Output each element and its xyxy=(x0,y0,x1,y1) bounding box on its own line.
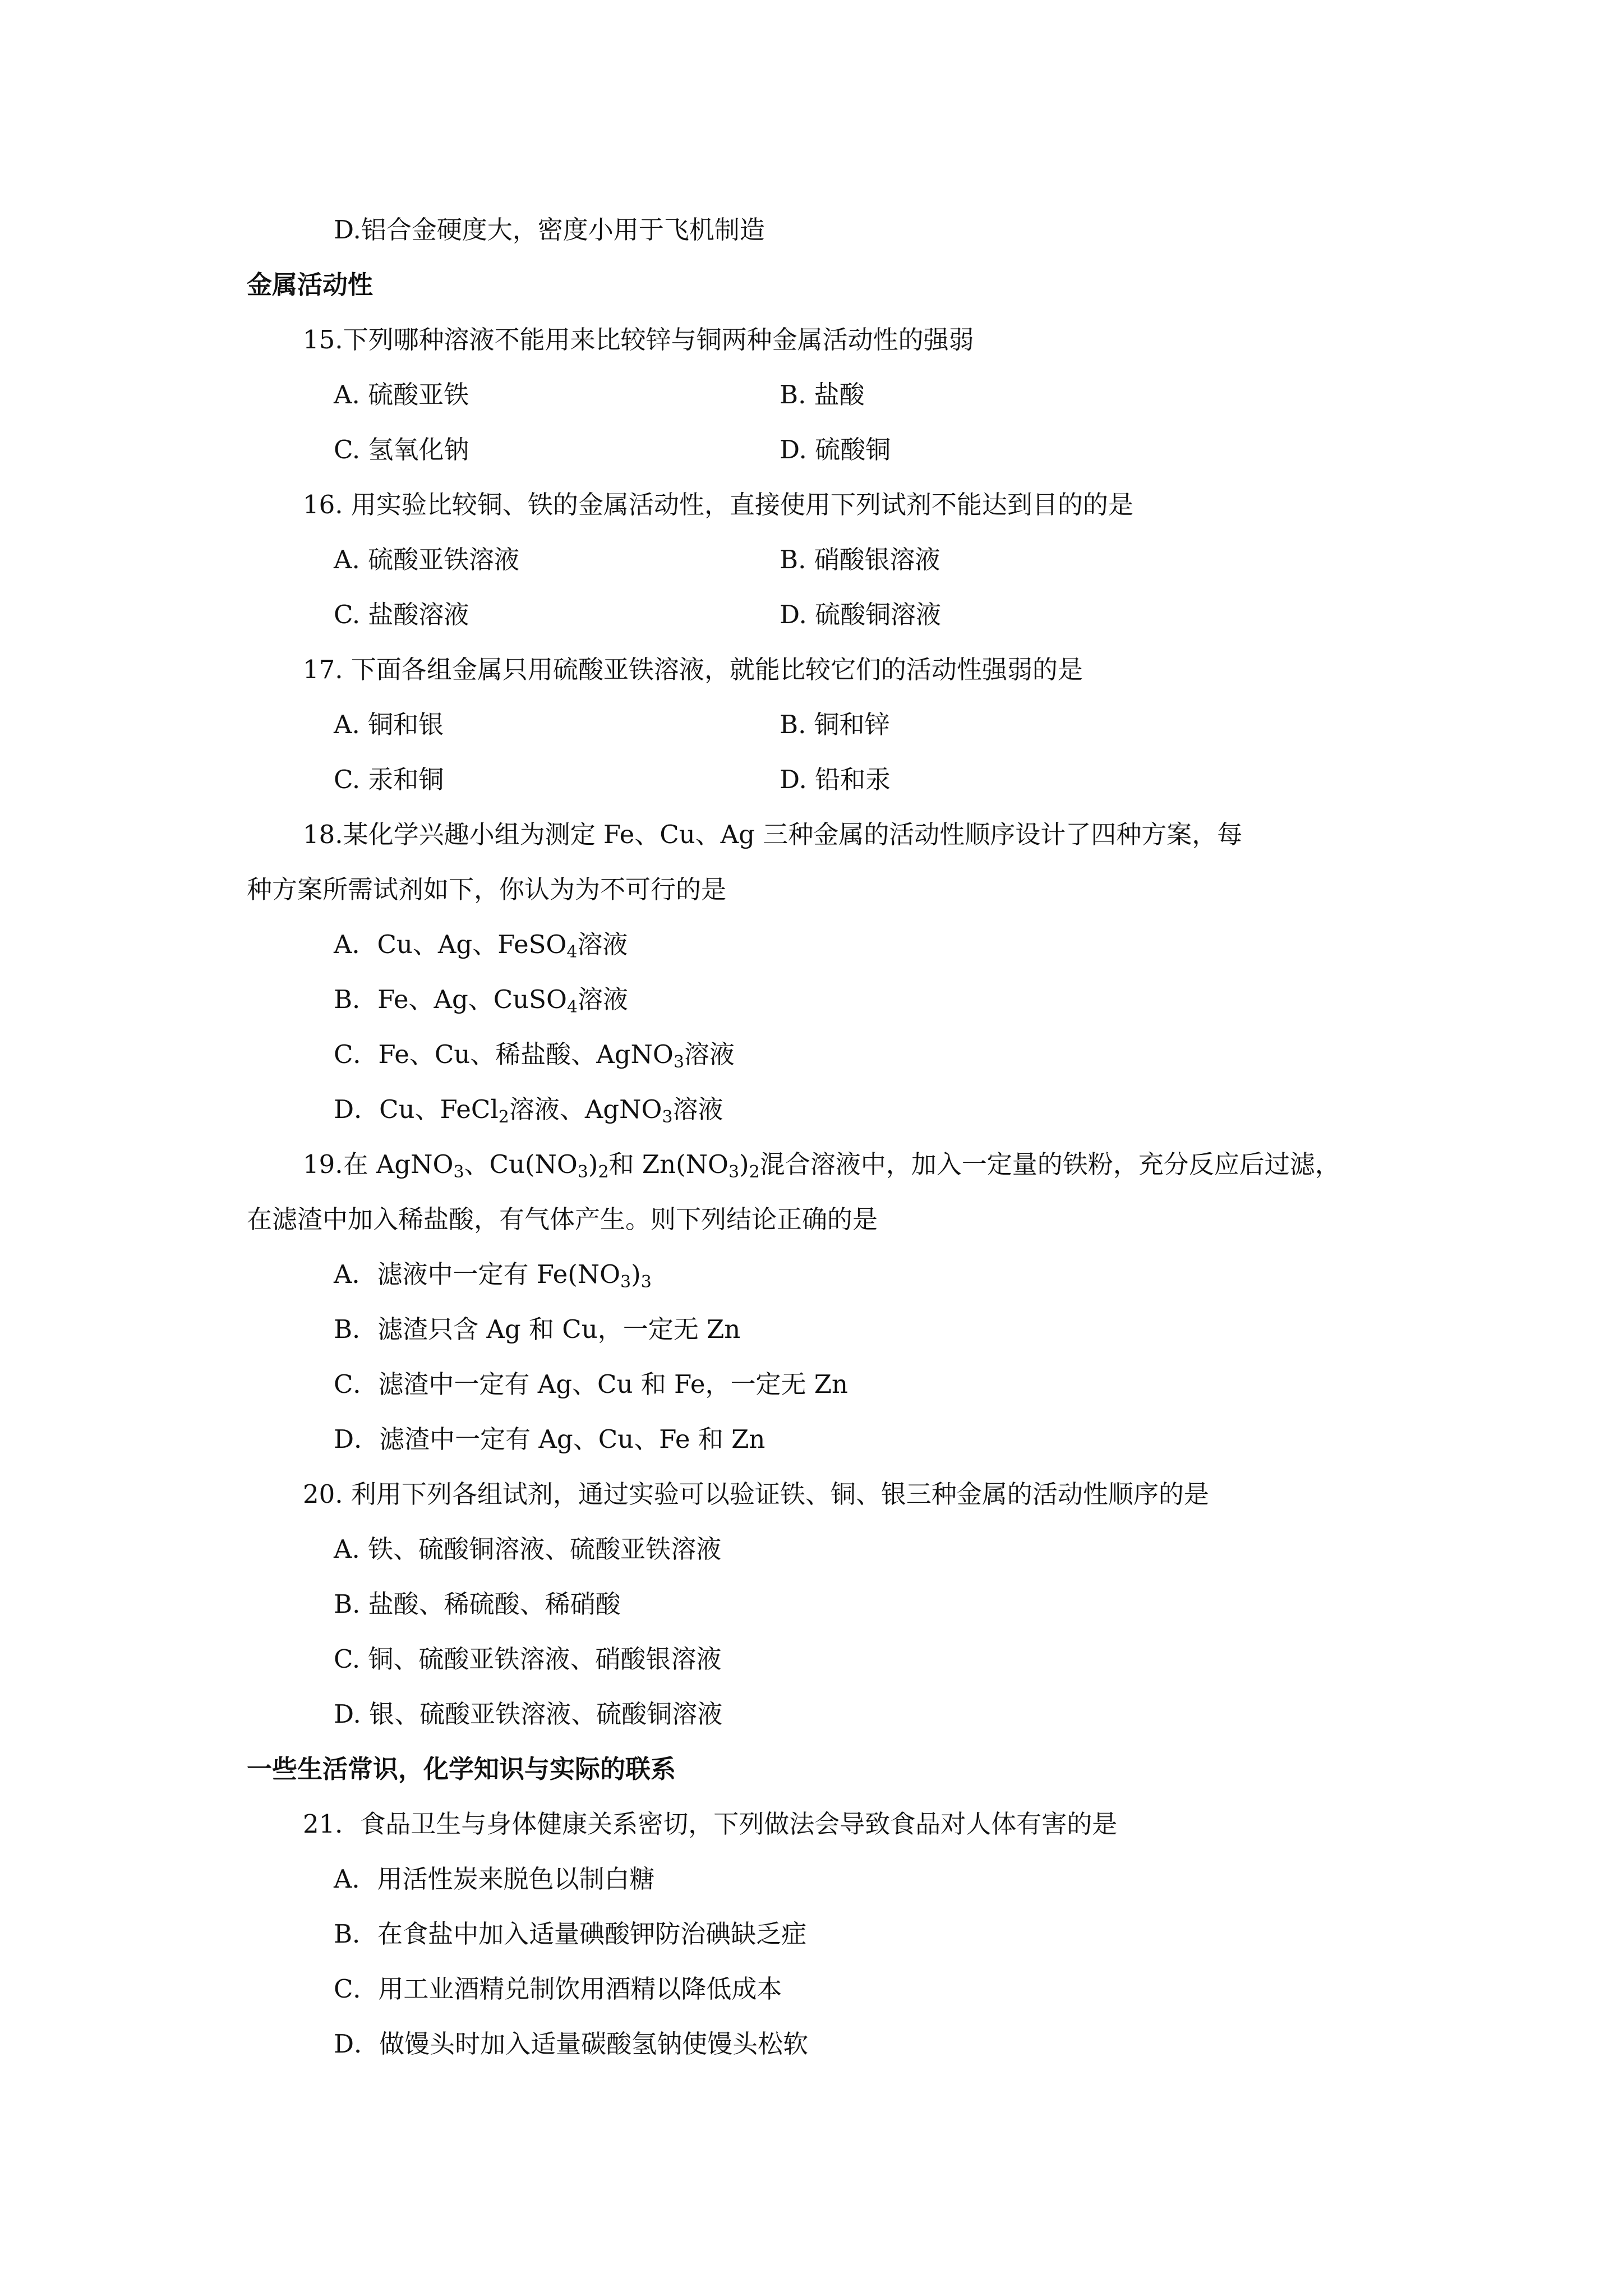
q20-option-a: A. 铁、硫酸铜溶液、硫酸亚铁溶液 xyxy=(334,1534,722,1564)
q21-option-b: B．在食盐中加入适量碘酸钾防治碘缺乏症 xyxy=(334,1919,807,1949)
q17-option-c: C. 汞和铜 xyxy=(334,765,444,794)
q19-option-c: C．滤渣中一定有 Ag、Cu 和 Fe，一定无 Zn xyxy=(334,1369,849,1399)
q19-option-b: B．滤渣只含 Ag 和 Cu，一定无 Zn xyxy=(334,1314,741,1344)
q15-stem: 15.下列哪种溶液不能用来比较锌与铜两种金属活动性的强弱 xyxy=(303,325,974,355)
q19-option-d: D．滤渣中一定有 Ag、Cu、Fe 和 Zn xyxy=(334,1424,766,1454)
q18-stem-line1: 18.某化学兴趣小组为测定 Fe、Cu、Ag 三种金属的活动性顺序设计了四种方案，每 xyxy=(303,820,1243,849)
q17-option-b: B. 铜和锌 xyxy=(780,710,890,739)
q21-stem: 21．食品卫生与身体健康关系密切，下列做法会导致食品对人体有害的是 xyxy=(303,1809,1118,1839)
q16-option-a: A. 硫酸亚铁溶液 xyxy=(334,545,520,574)
q18-option-d: D．Cu、FeCl$_2$溶液、AgNO$_3$溶液 xyxy=(334,1094,723,1127)
q17-option-a: A. 铜和银 xyxy=(334,710,444,739)
q19-stem-line1: 19.在 AgNO$_3$、$Cu(NO_3)_2$和 $Zn(NO_3)_2$混合溶液中，加入一定量的铁粉，充分反应后过滤， xyxy=(303,1149,1340,1182)
q17-stem: 17. 下面各组金属只用硫酸亚铁溶液，就能比较它们的活动性强弱的是 xyxy=(303,655,1083,684)
q20-option-d: D. 银、硫酸亚铁溶液、硫酸铜溶液 xyxy=(334,1699,723,1729)
q19-option-a: A．滤液中一定有 $Fe(NO_3)_3$ xyxy=(334,1259,652,1292)
q16-option-b: B. 硝酸银溶液 xyxy=(780,545,940,574)
q15-option-b: B. 盐酸 xyxy=(780,380,865,409)
q16-option-c: C. 盐酸溶液 xyxy=(334,600,469,629)
q18-option-b: B．Fe、Ag、CuSO$_4$溶液 xyxy=(334,984,629,1017)
q18-stem-line2: 种方案所需试剂如下，你认为为不可行的是 xyxy=(247,875,727,904)
q16-option-d: D. 硫酸铜溶液 xyxy=(780,600,942,629)
q14-option-d: D.铝合金硬度大，密度小用于飞机制造 xyxy=(334,215,765,245)
q20-option-c: C. 铜、硫酸亚铁溶液、硝酸银溶液 xyxy=(334,1644,722,1674)
q21-option-d: D．做馒头时加入适量碳酸氢钠使馒头松软 xyxy=(334,2029,809,2059)
section-heading-life-knowledge: 一些生活常识，化学知识与实际的联系 xyxy=(247,1754,676,1784)
section-heading-metal-activity: 金属活动性 xyxy=(247,270,374,300)
q15-option-d: D. 硫酸铜 xyxy=(780,435,891,464)
q20-option-b: B. 盐酸、稀硫酸、稀硝酸 xyxy=(334,1589,621,1619)
q16-stem: 16. 用实验比较铜、铁的金属活动性，直接使用下列试剂不能达到目的的是 xyxy=(303,490,1133,519)
q15-option-a: A. 硫酸亚铁 xyxy=(334,380,469,409)
q18-option-c: C．Fe、Cu、稀盐酸、AgNO$_3$溶液 xyxy=(334,1039,735,1072)
q15-option-c: C. 氢氧化钠 xyxy=(334,435,469,464)
q21-option-a: A．用活性炭来脱色以制白糖 xyxy=(334,1864,655,1894)
q21-option-c: C．用工业酒精兑制饮用酒精以降低成本 xyxy=(334,1974,782,2004)
q17-option-d: D. 铅和汞 xyxy=(780,765,891,794)
q19-stem-line2: 在滤渣中加入稀盐酸，有气体产生。则下列结论正确的是 xyxy=(247,1204,878,1234)
q18-option-a: A．Cu、Ag、FeSO$_4$溶液 xyxy=(334,930,628,962)
q20-stem: 20. 利用下列各组试剂，通过实验可以验证铁、铜、银三种金属的活动性顺序的是 xyxy=(303,1479,1209,1509)
